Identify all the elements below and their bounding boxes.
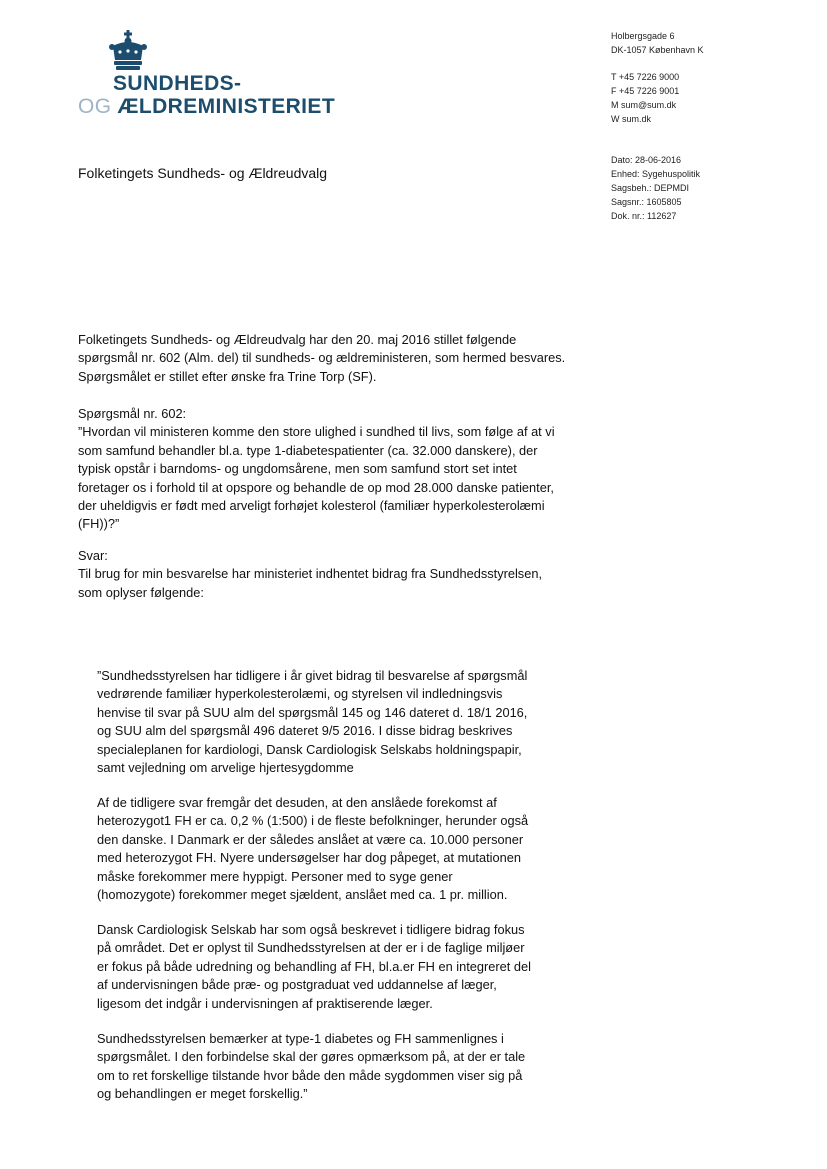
intro-paragraph xyxy=(78,331,568,386)
meta-handler: Sagsbeh.: DEPMDI xyxy=(611,183,690,193)
question-line: ”Hvordan vil ministeren komme den store ulighed i sundhed til livs, som følge af at vi xyxy=(78,424,555,440)
intro-line: Spørgsmålet er stillet efter ønske fra Trine Torp (SF). xyxy=(78,368,377,384)
quote-line: og behandlingen er meget forskellig.” xyxy=(97,1086,308,1102)
case-meta-block xyxy=(611,153,700,223)
contact-mail: M sum@sum.dk xyxy=(611,100,677,110)
contact-block xyxy=(611,70,679,126)
question-heading: Spørgsmål nr. 602: xyxy=(78,406,187,421)
quote-line: af undervisningen både præ- og postgraduat ved uddannelse af læger, xyxy=(97,977,497,993)
question-line: (FH))?” xyxy=(78,516,120,532)
contact-web: W sum.dk xyxy=(611,114,652,124)
quote-line: specialeplanen for kardiologi, Dansk Cardiologisk Selskabs holdningspapir, xyxy=(97,741,522,757)
quote-line: med heterozygot FH. Nyere undersøgelser har dog påpeget, at mutationen xyxy=(97,850,521,866)
address-city: DK-1057 København K xyxy=(611,45,704,55)
quote-line: Sundhedsstyrelsen bemærker at type-1 diabetes og FH sammenlignes i xyxy=(97,1031,504,1046)
meta-date: Dato: 28-06-2016 xyxy=(611,155,682,165)
address-block xyxy=(611,29,704,57)
quote-line: Dansk Cardiologisk Selskab har som også beskrevet i tidligere bidrag fokus xyxy=(97,922,525,937)
question-line: der uheldigvis er født med arveligt forhøjet kolesterol (familiær hyperkolesterolæmi xyxy=(78,498,545,514)
quote-line: den danske. I Danmark er der således anslået at være ca. 10.000 personer xyxy=(97,831,524,847)
quote-line: (homozygote) forekommer meget sjældent, anslået med ca. 1 pr. million. xyxy=(97,887,508,903)
question-section xyxy=(78,405,568,534)
address-street: Holbergsgade 6 xyxy=(611,31,675,41)
quote-line: er fokus på både udredning og behandling af FH, bl.a.er FH en integreret del xyxy=(97,958,531,974)
quote-line: henvise til svar på SUU alm del spørgsmål 145 og 146 dateret d. 18/1 2016, xyxy=(97,704,528,720)
answer-line: som oplyser følgende: xyxy=(78,584,204,600)
answer-section xyxy=(78,547,568,602)
logo-ministry-name: ÆLDREMINISTERIET xyxy=(117,95,336,118)
quote-paragraph-1 xyxy=(97,667,547,777)
quote-line: måske forekommer mere hyppigt. Personer med to syge gener xyxy=(97,868,453,884)
contact-phone: T +45 7226 9000 xyxy=(611,72,680,82)
question-line: som samfund behandler bl.a. type 1-diabetespatienter (ca. 32.000 danskere), der xyxy=(78,442,538,458)
logo-og-prefix: OG xyxy=(78,95,112,118)
logo-line-1: SUNDHEDS- xyxy=(113,72,242,95)
quote-line: på området. Det er oplyst til Sundhedsstyrelsen at der er i de faglige miljøer xyxy=(97,940,525,956)
question-line: typisk opstår i barndoms- og ungdomsårene, men som samfund stort set intet xyxy=(78,461,517,477)
crown-icon xyxy=(108,30,148,72)
quote-line: om to ret forskellige tilstande hvor både den måde sygdommen viser sig på xyxy=(97,1067,523,1083)
quote-line: samt vejledning om arvelige hjertesygdomme xyxy=(97,760,354,776)
logo-line-2 xyxy=(78,95,335,119)
answer-heading: Svar: xyxy=(78,548,108,563)
quote-line: spørgsmålet. I den forbindelse skal der gøres opmærksom på, at der er tale xyxy=(97,1049,526,1065)
answer-line: Til brug for min besvarelse har ministeriet indhentet bidrag fra Sundhedsstyrelsen, xyxy=(78,566,542,582)
recipient: Folketingets Sundheds- og Ældreudvalg xyxy=(78,165,328,181)
quote-line: ligesom det indgår i undervisningen af praktiserende læger. xyxy=(97,995,433,1011)
quote-line: Af de tidligere svar fremgår det desuden, at den anslåede forekomst af xyxy=(97,795,497,810)
meta-doc-no: Dok. nr.: 112627 xyxy=(611,211,677,221)
quote-line: vedrørende familiær hyperkolesterolæmi, og styrelsen vil indledningsvis xyxy=(97,686,503,702)
intro-line: Folketingets Sundheds- og Ældreudvalg har den 20. maj 2016 stillet følgende xyxy=(78,332,517,347)
quote-line: heterozygot1 FH er ca. 0,2 % (1:500) i de fleste befolkninger, herunder også xyxy=(97,813,529,829)
quote-line: ”Sundhedsstyrelsen har tidligere i år givet bidrag til besvarelse af spørgsmål xyxy=(97,668,528,683)
question-line: foretager os i forhold til at opspore og behandle de op mod 28.000 danske patienter, xyxy=(78,479,554,495)
quote-paragraph-2 xyxy=(97,794,547,904)
quote-paragraph-4 xyxy=(97,1030,547,1104)
meta-unit: Enhed: Sygehuspolitik xyxy=(611,169,701,179)
quote-paragraph-3 xyxy=(97,921,547,1013)
quote-line: og SUU alm del spørgsmål 496 dateret 9/5 2016. I disse bidrag beskrives xyxy=(97,723,513,739)
intro-line: spørgsmål nr. 602 (Alm. del) til sundheds- og ældreministeren, som hermed besvares. xyxy=(78,350,566,366)
contact-fax: F +45 7226 9001 xyxy=(611,86,680,96)
meta-case-no: Sagsnr.: 1605805 xyxy=(611,197,682,207)
